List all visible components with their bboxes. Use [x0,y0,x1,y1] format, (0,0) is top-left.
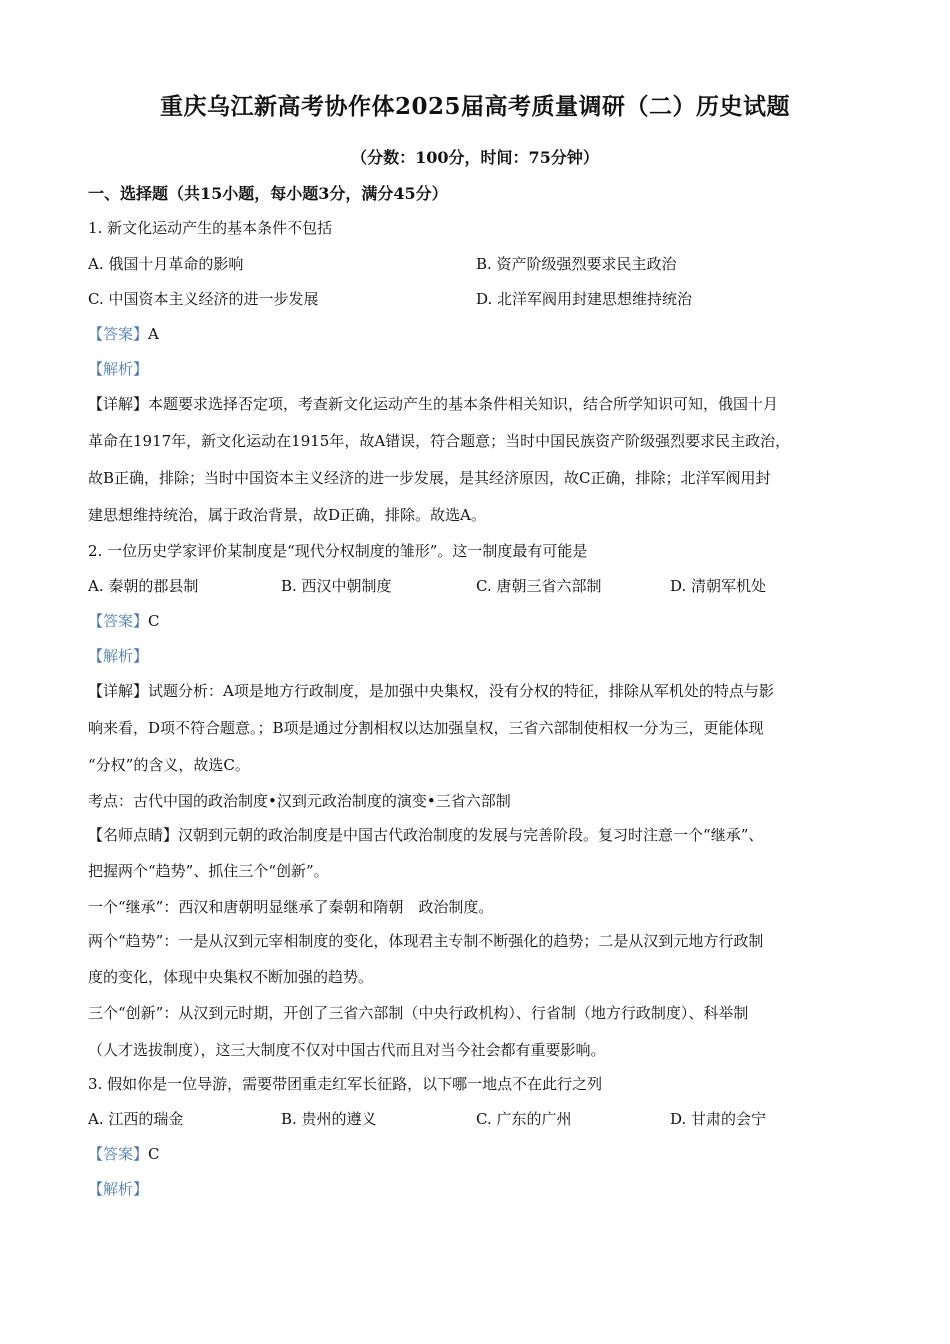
question-3-option-d: D. 甘肃的会宁 [670,1110,767,1128]
question-2-stem: 2. 一位历史学家评价某制度是“现代分权制度的雏形”。这一制度最有可能是 [88,542,588,560]
answer-value: A [148,325,159,343]
answer-tag: 【答案】 [88,1145,149,1163]
question-2-detail-line: 响来看，D项不符合题意。；B项是通过分割相权以达加强皇权，三省六部制使相权一分为三，更能体现 [88,719,764,737]
question-2-paragraph-line: 度的变化，体现中央集权不断加强的趋势。 [88,968,374,986]
question-2-option-b: B. 西汉中朝制度 [281,577,392,595]
analysis-tag: 【解析】 [88,1180,149,1198]
question-2-tip-line [88,824,763,845]
question-2-paragraph-line: （人才选拔制度），这三大制度不仅对中国古代而且对当今社会都有重要影响。 [88,1041,606,1059]
analysis-tag: 【解析】 [88,360,149,378]
detail-tag: 【详解】 [88,682,149,700]
question-2-kaodian: 考点：古代中国的政治制度•汉到元政治制度的演变•三省六部制 [88,792,511,810]
analysis-tag: 【解析】 [88,647,149,665]
answer-value: C [148,1145,160,1163]
question-2-option-d: D. 清朝军机处 [670,577,767,595]
question-2-tip-line: 把握两个“趋势”、抓住三个“创新”。 [88,862,329,880]
question-2-option-c: C. 唐朝三省六部制 [476,577,602,595]
question-2-paragraph-line: 三个“创新”：从汉到元时期，开创了三省六部制（中央行政机构）、行省制（地方行政制度）、科举制 [88,1004,749,1022]
tip-text: 汉朝到元朝的政治制度是中国古代政治制度的发展与完善阶段。复习时注意一个“继承”、 [178,826,764,844]
detail-text: 试题分析：A项是地方行政制度，是加强中央集权，没有分权的特征，排除从军机处的特点与影 [148,682,774,700]
question-1-detail-line [88,393,778,414]
question-1-detail-line: 建思想维持统治，属于政治背景，故D正确，排除。故选A。 [88,506,486,524]
answer-value: C [148,612,160,630]
question-2-paragraph-line: 两个“趋势”：一是从汉到元宰相制度的变化，体现君主专制不断强化的趋势；二是从汉到元地方行政制 [88,932,764,950]
question-1-option-a: A. 俄国十月革命的影响 [88,255,244,273]
question-3-option-c: C. 广东的广州 [476,1110,572,1128]
question-1-answer [88,323,159,344]
score-time-subtitle: （分数：100分，时间：75分钟） [351,148,599,167]
question-2-analysis [88,645,148,666]
question-2-option-a: A. 秦朝的郡县制 [88,577,199,595]
question-2-detail-line [88,680,774,701]
page-title: 重庆乌江新高考协作体2025届高考质量调研（二）历史试题 [159,93,790,120]
question-3-analysis [88,1178,148,1199]
question-2-detail-line: “分权”的含义，故选C。 [88,756,250,774]
detail-tag: 【详解】 [88,395,149,413]
section-heading: 一、选择题（共15小题，每小题3分，满分45分） [88,184,448,203]
question-1-detail-line: 革命在1917年，新文化运动在1915年，故A错误，符合题意；当时中国民族资产阶级强烈要求民主政治， [88,432,791,450]
question-3-stem: 3. 假如你是一位导游，需要带团重走红军长征路，以下哪一地点不在此行之列 [88,1075,603,1093]
question-3-answer [88,1143,160,1164]
question-1-option-d: D. 北洋军阀用封建思想维持统治 [476,290,693,308]
question-1-option-b: B. 资产阶级强烈要求民主政治 [476,255,677,273]
question-2-paragraph-line: 一个“继承”：西汉和唐朝明显继承了秦朝和隋朝 政治制度。 [88,898,494,916]
question-1-detail-line: 故B正确，排除；当时中国资本主义经济的进一步发展，是其经济原因，故C正确，排除；北洋军阀用封 [88,469,771,487]
question-3-option-a: A. 江西的瑞金 [88,1110,184,1128]
question-1-stem: 1. 新文化运动产生的基本条件不包括 [88,219,333,237]
question-1-analysis [88,358,148,379]
answer-tag: 【答案】 [88,612,149,630]
tip-tag: 【名师点睛】 [88,826,179,844]
question-2-answer [88,610,160,631]
question-3-option-b: B. 贵州的遵义 [281,1110,377,1128]
question-1-option-c: C. 中国资本主义经济的进一步发展 [88,290,319,308]
answer-tag: 【答案】 [88,325,149,343]
detail-text: 本题要求选择否定项，考查新文化运动产生的基本条件相关知识，结合所学知识可知，俄国十月 [148,395,779,413]
